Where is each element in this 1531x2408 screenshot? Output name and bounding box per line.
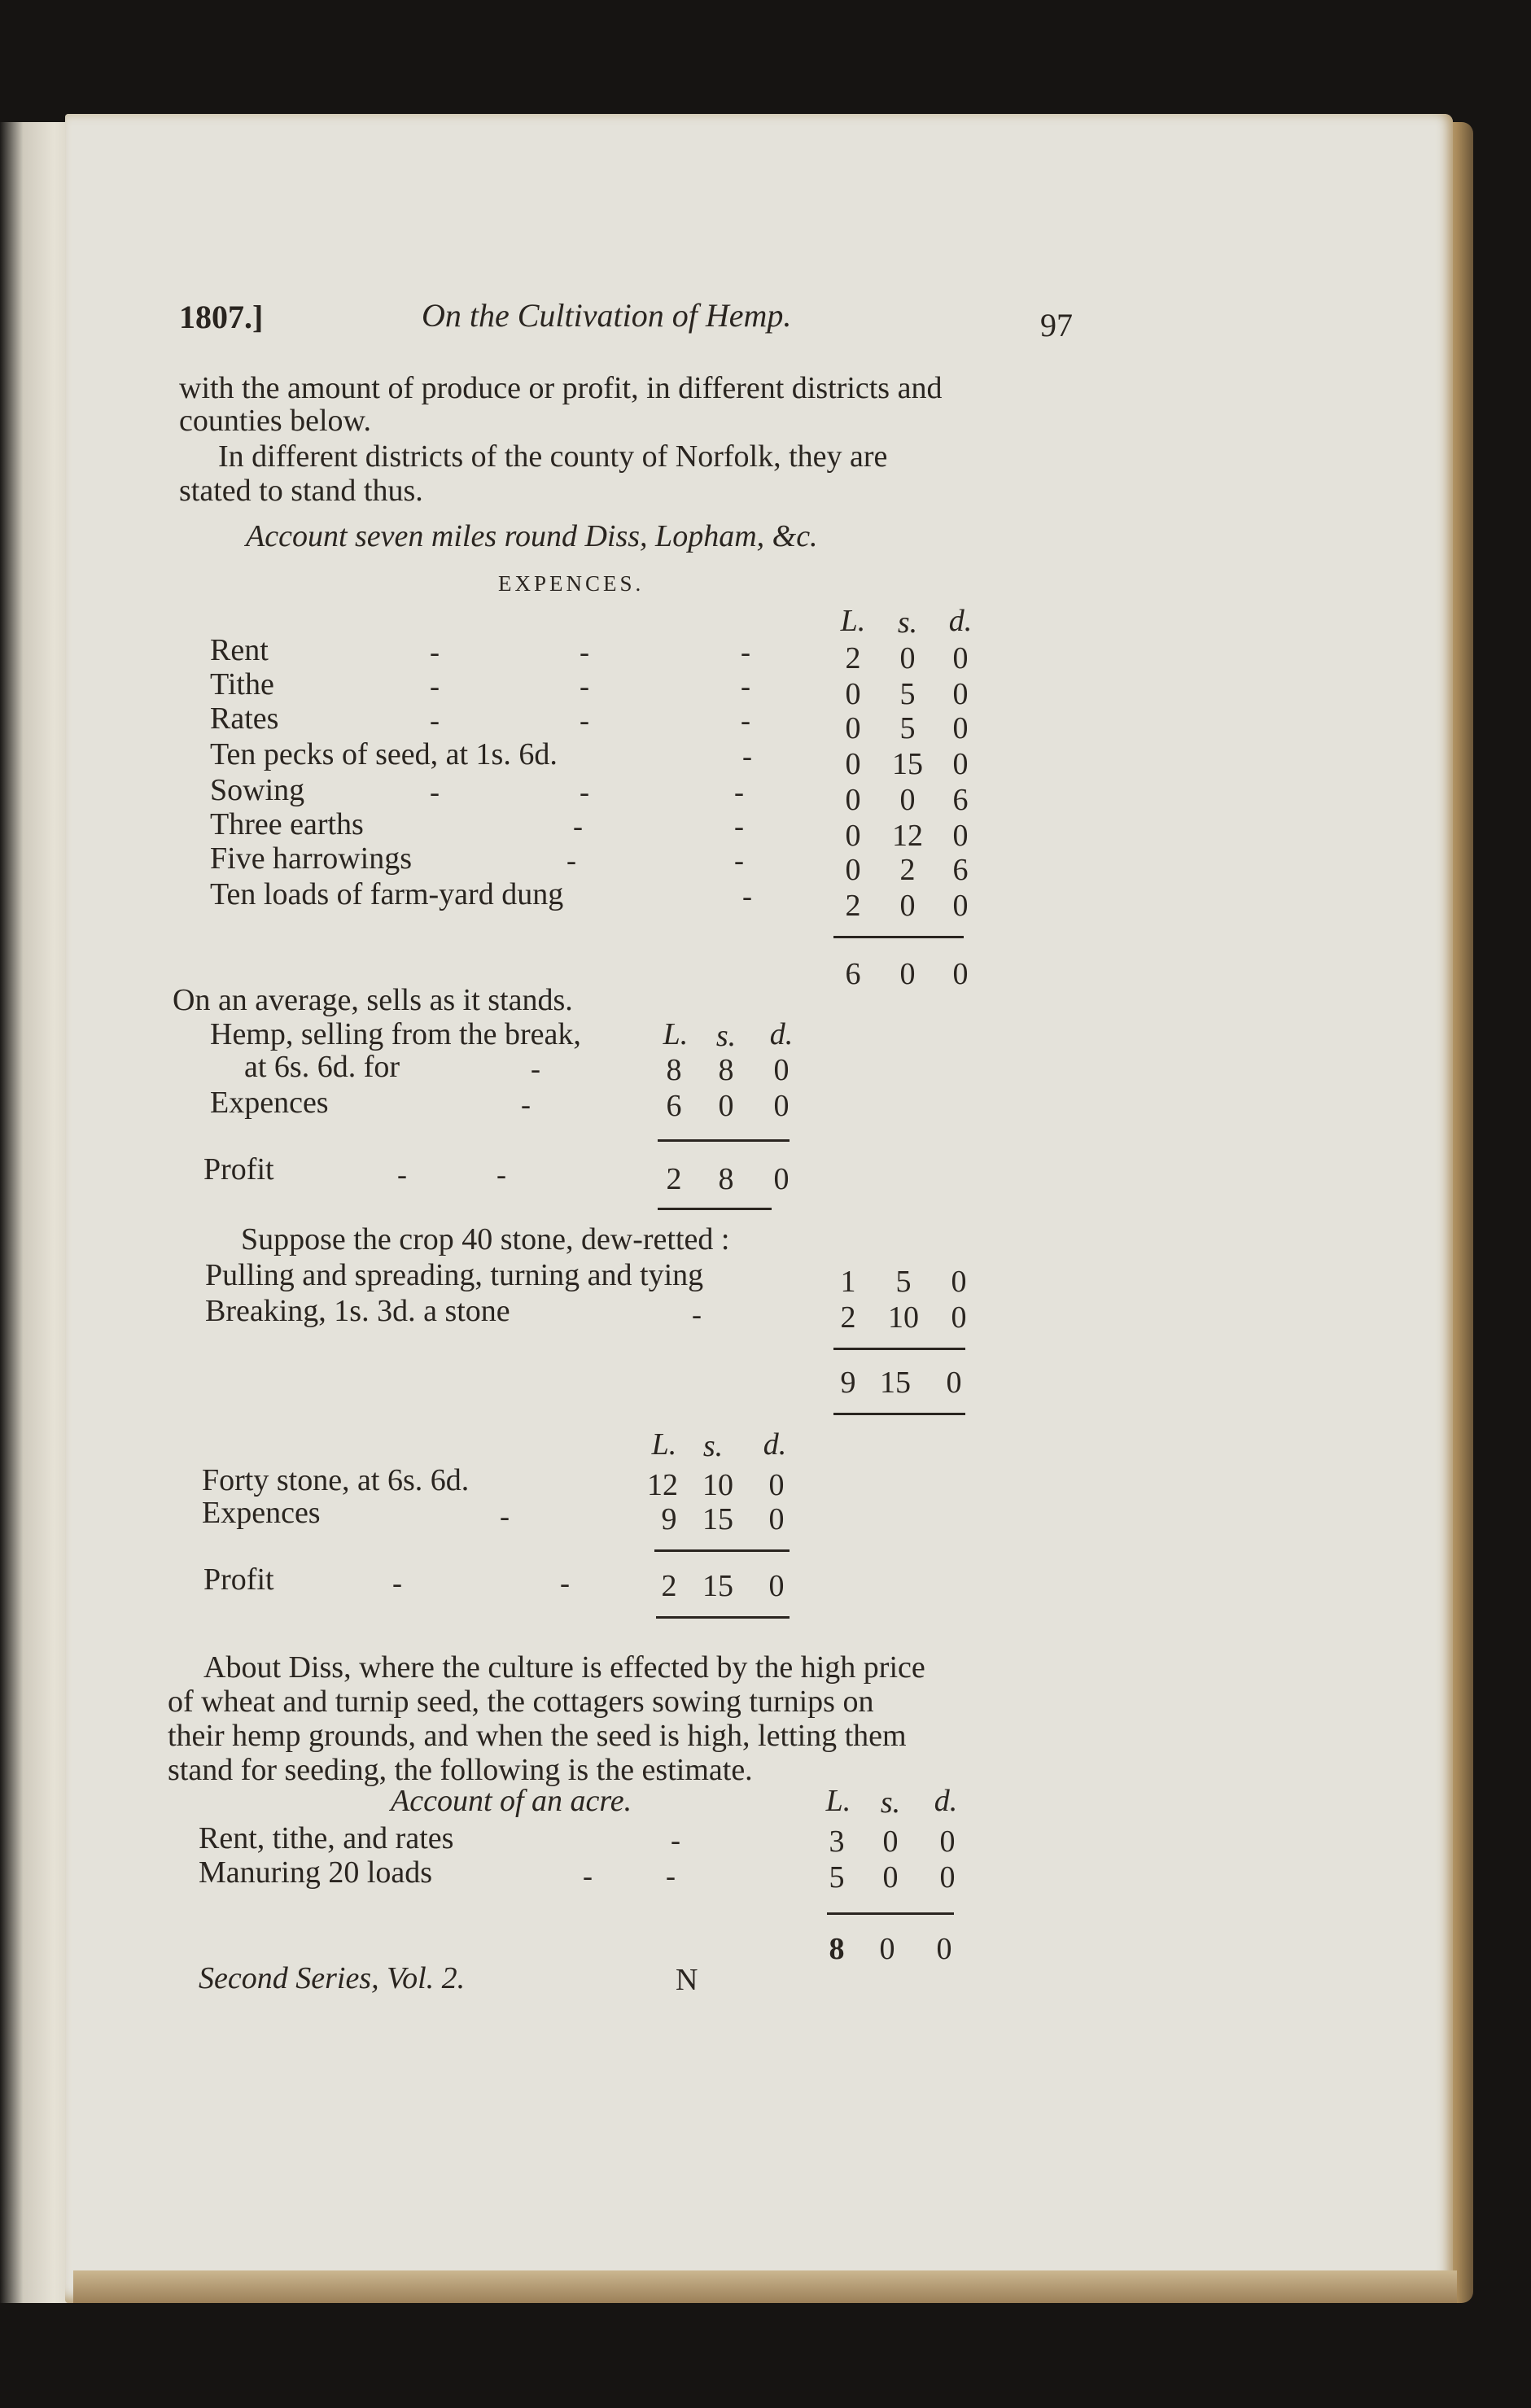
leader-dash: -: [734, 810, 744, 842]
intro-line-2: counties below.: [179, 404, 372, 438]
total-shillings: 0: [899, 957, 916, 991]
amount-pounds: 0: [845, 853, 861, 887]
amount-pounds: 2: [845, 889, 861, 923]
amount-pounds: 3: [829, 1825, 845, 1859]
leader-dash: -: [741, 670, 750, 702]
amount-shillings: 0: [882, 1860, 899, 1894]
total-pounds: 8: [829, 1932, 845, 1966]
amount-pence: 0: [773, 1162, 790, 1196]
total-shillings: 0: [879, 1932, 895, 1966]
intro-line-3: In different districts of the county of Norfolk, they are: [218, 439, 888, 474]
rent-label: Rent, tithe, and rates: [199, 1821, 454, 1855]
leader-dash: -: [500, 1500, 510, 1532]
amount-pence: 6: [952, 783, 969, 817]
leader-dash: -: [397, 1158, 407, 1191]
amount-shillings: 10: [888, 1300, 919, 1335]
amount-shillings: 12: [892, 819, 923, 853]
amount-pence: 0: [952, 819, 969, 853]
sum-rule: [658, 1139, 790, 1142]
intro-line-4: stated to stand thus.: [179, 474, 423, 508]
leader-dash: -: [666, 1860, 676, 1892]
amount-shillings: 0: [718, 1089, 734, 1123]
diss-line-4: stand for seeding, the following is the estimate.: [168, 1753, 753, 1787]
col-header-pounds: L.: [840, 604, 866, 638]
forty-profit-label: Profit: [203, 1562, 274, 1597]
amount-shillings: 15: [702, 1569, 733, 1603]
amount-pounds: 2: [840, 1300, 856, 1335]
amount-shillings: 0: [899, 641, 916, 675]
col-header-pence: d.: [934, 1784, 958, 1818]
amount-pounds: 2: [661, 1569, 677, 1603]
amount-pence: 0: [951, 1265, 967, 1299]
amount-pence: 0: [768, 1569, 785, 1603]
leader-dash: -: [430, 670, 440, 702]
leader-dash: -: [521, 1088, 531, 1121]
sale-heading: On an average, sells as it stands.: [173, 983, 573, 1017]
amount-shillings: 0: [899, 783, 916, 817]
total-pence: 0: [952, 957, 969, 991]
leader-dash: -: [580, 670, 589, 702]
col-header-shillings: s.: [880, 1785, 901, 1820]
amount-pence: 0: [768, 1502, 785, 1536]
amount-shillings: 5: [895, 1265, 912, 1299]
amount-pence: 0: [951, 1300, 967, 1335]
expense-label: Five harrowings: [210, 841, 413, 876]
page-number: 97: [1040, 307, 1073, 343]
leader-dash: -: [742, 740, 752, 772]
sale-expences-label: Expences: [210, 1086, 329, 1120]
col-header-pounds: L.: [651, 1427, 677, 1462]
amount-shillings: 15: [702, 1502, 733, 1536]
amount-pence: 0: [952, 711, 969, 745]
amount-pence: 0: [773, 1089, 790, 1123]
amount-shillings: 10: [702, 1468, 733, 1502]
leader-dash: -: [392, 1567, 402, 1599]
col-header-shillings: s.: [715, 1019, 737, 1053]
leader-dash: -: [741, 636, 750, 668]
breaking-label: Breaking, 1s. 3d. a stone: [205, 1294, 510, 1328]
amount-shillings: 8: [718, 1162, 734, 1196]
amount-pounds: 0: [845, 783, 861, 817]
amount-shillings: 5: [899, 711, 916, 745]
amount-shillings: 0: [899, 889, 916, 923]
leader-dash: -: [560, 1567, 570, 1599]
amount-shillings: 5: [899, 677, 916, 711]
account-title: Account seven miles round Diss, Lopham, &c.: [246, 519, 818, 553]
amount-shillings: 2: [899, 853, 916, 887]
amount-pence: 0: [952, 677, 969, 711]
leader-dash: -: [430, 636, 440, 668]
leader-dash: -: [496, 1158, 506, 1191]
expences-subhead: EXPENCES.: [498, 571, 645, 596]
leader-dash: -: [573, 810, 583, 842]
expense-label: Tithe: [210, 667, 274, 701]
pulling-label: Pulling and spreading, turning and tying: [205, 1258, 704, 1292]
amount-pence: 0: [768, 1468, 785, 1502]
leader-dash: -: [580, 776, 589, 808]
crop-line-1: Suppose the crop 40 stone, dew-retted :: [241, 1222, 730, 1256]
col-header-pounds: L.: [825, 1784, 851, 1818]
col-header-pence: d.: [948, 604, 973, 638]
footer-series: Second Series, Vol. 2.: [199, 1961, 466, 1995]
leader-dash: -: [583, 1860, 593, 1892]
leader-dash: -: [580, 636, 589, 668]
amount-shillings: 8: [718, 1053, 734, 1087]
leader-dash: -: [734, 776, 744, 808]
amount-pence: 0: [939, 1825, 956, 1859]
amount-pounds: 0: [845, 711, 861, 745]
total-pounds: 9: [840, 1366, 856, 1400]
leader-dash: -: [531, 1052, 540, 1085]
amount-pounds: 6: [666, 1089, 682, 1123]
sale-profit-label: Profit: [203, 1152, 274, 1187]
col-header-shillings: s.: [897, 605, 918, 640]
running-title: On the Cultivation of Hemp.: [422, 297, 792, 334]
amount-pounds: 5: [829, 1860, 845, 1894]
amount-pounds: 0: [845, 677, 861, 711]
col-header-shillings: s.: [702, 1429, 724, 1463]
total-shillings: 15: [880, 1366, 911, 1400]
diss-line-3: their hemp grounds, and when the seed is high, letting them: [168, 1719, 907, 1753]
diss-line-1: About Diss, where the culture is effected by the high price: [203, 1650, 925, 1685]
amount-pounds: 12: [647, 1468, 678, 1502]
expense-label: Rent: [210, 633, 269, 667]
expense-label: Ten pecks of seed, at 1s. 6d.: [210, 737, 558, 771]
amount-pence: 0: [952, 641, 969, 675]
sale-line-1: Hemp, selling from the break,: [210, 1017, 581, 1051]
amount-pence: 0: [952, 889, 969, 923]
sum-rule: [656, 1616, 790, 1619]
amount-pence: 0: [952, 747, 969, 781]
expense-label: Rates: [210, 701, 279, 736]
amount-shillings: 0: [882, 1825, 899, 1859]
col-header-pence: d.: [763, 1427, 787, 1462]
leader-dash: -: [692, 1298, 702, 1331]
amount-pence: 0: [939, 1860, 956, 1894]
page-edge-bottom: [73, 2270, 1457, 2303]
amount-pounds: 0: [845, 747, 861, 781]
leader-dash: -: [430, 776, 440, 808]
amount-pounds: 1: [840, 1265, 856, 1299]
leader-dash: -: [671, 1824, 680, 1856]
forty-stone-label: Forty stone, at 6s. 6d.: [202, 1463, 470, 1497]
amount-pounds: 9: [661, 1502, 677, 1536]
signature-mark: N: [676, 1963, 698, 1997]
sale-line-2: at 6s. 6d. for: [244, 1050, 400, 1084]
amount-pounds: 8: [666, 1053, 682, 1087]
amount-pounds: 2: [666, 1162, 682, 1196]
total-pence: 0: [936, 1932, 952, 1966]
acre-title: Account of an acre.: [391, 1784, 632, 1818]
sum-rule: [658, 1208, 772, 1210]
total-pence: 0: [946, 1366, 962, 1400]
expense-label: Ten loads of farm-yard dung: [210, 877, 564, 911]
header-year: 1807.]: [179, 299, 264, 335]
expense-label: Three earths: [210, 807, 364, 841]
leader-dash: -: [742, 880, 752, 912]
sum-rule: [654, 1549, 790, 1552]
sum-rule: [833, 1413, 965, 1415]
total-pounds: 6: [845, 957, 861, 991]
leader-dash: -: [566, 844, 576, 876]
leader-dash: -: [741, 704, 750, 736]
expense-label: Sowing: [210, 773, 305, 807]
sum-rule: [833, 1348, 965, 1350]
col-header-pence: d.: [769, 1017, 794, 1051]
intro-line-1: with the amount of produce or profit, in different districts and: [179, 371, 943, 405]
diss-line-2: of wheat and turnip seed, the cottagers sowing turnips on: [168, 1685, 874, 1719]
col-header-pounds: L.: [663, 1017, 689, 1051]
amount-shillings: 15: [892, 747, 923, 781]
leader-dash: -: [430, 704, 440, 736]
amount-pounds: 0: [845, 819, 861, 853]
leader-dash: -: [734, 844, 744, 876]
sum-rule: [833, 936, 964, 938]
leader-dash: -: [580, 704, 589, 736]
amount-pence: 6: [952, 853, 969, 887]
manuring-label: Manuring 20 loads: [199, 1855, 433, 1890]
amount-pounds: 2: [845, 641, 861, 675]
forty-expences-label: Expences: [202, 1496, 321, 1530]
sum-rule: [827, 1912, 954, 1915]
amount-pence: 0: [773, 1053, 790, 1087]
